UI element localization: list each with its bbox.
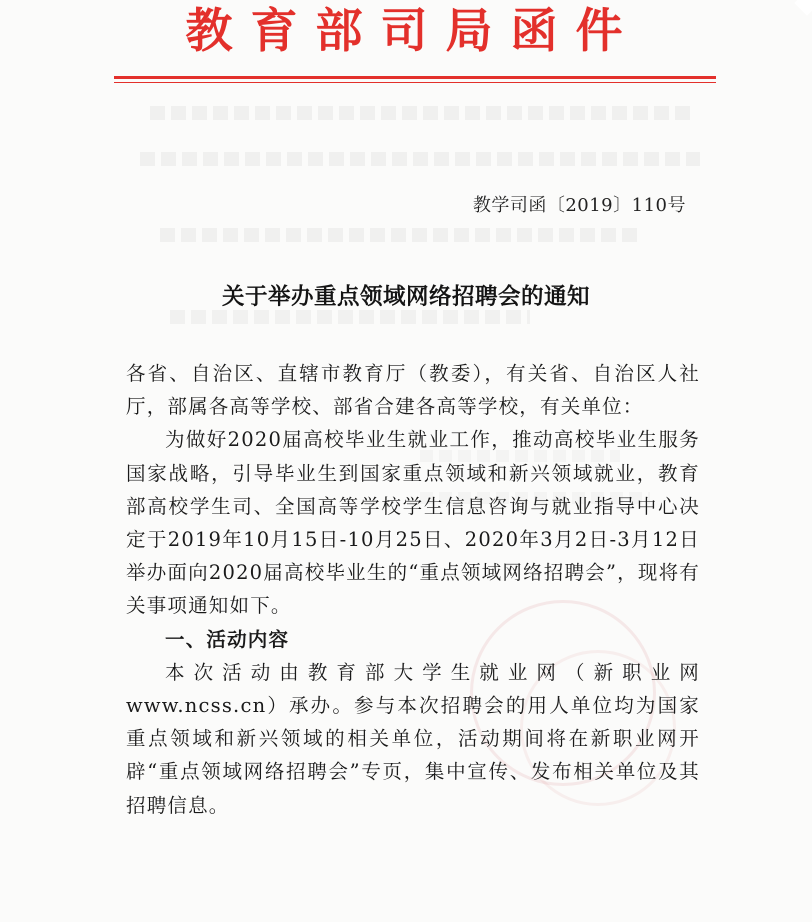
paragraph-activity: 本次活动由教育部大学生就业网（新职业网www.ncss.cn）承办。参与本次招聘会的用人单位均为国家重点领域和新兴领域的相关单位，活动期间将在新职业网开辟“重点领域网络招聘会”专页，集中宣传、发布相关单位及其招聘信息。 [126, 660, 700, 817]
section-heading-activity: 一、活动内容 [165, 627, 290, 651]
addressees: 各省、自治区、直辖市教育厅（教委），有关省、自治区人社厅，部属各高等学校、部省合建各高等学校，有关单位： [126, 362, 700, 419]
letterhead-title: 教育部司局函件 [185, 4, 641, 59]
letterhead-rule-thick [114, 76, 716, 79]
letterhead-rule-thin [114, 82, 716, 83]
document-number: 教学司函〔2019〕110号 [472, 195, 686, 216]
paragraph-intro: 为做好2020届高校毕业生就业工作，推动高校毕业生服务国家战略，引导毕业生到国家重点领域和新兴领域就业，教育部高校学生司、全国高等学校学生信息咨询与就业指导中心决定于2019年10月15日-10月25日、2020年3月2日-3月12日举办面向2020届高校毕业生的“重点领域网络招聘会”，现将有关事项通知如下。 [126, 428, 700, 618]
document-body [126, 357, 700, 822]
document-title: 关于举办重点领域网络招聘会的通知 [221, 284, 590, 310]
